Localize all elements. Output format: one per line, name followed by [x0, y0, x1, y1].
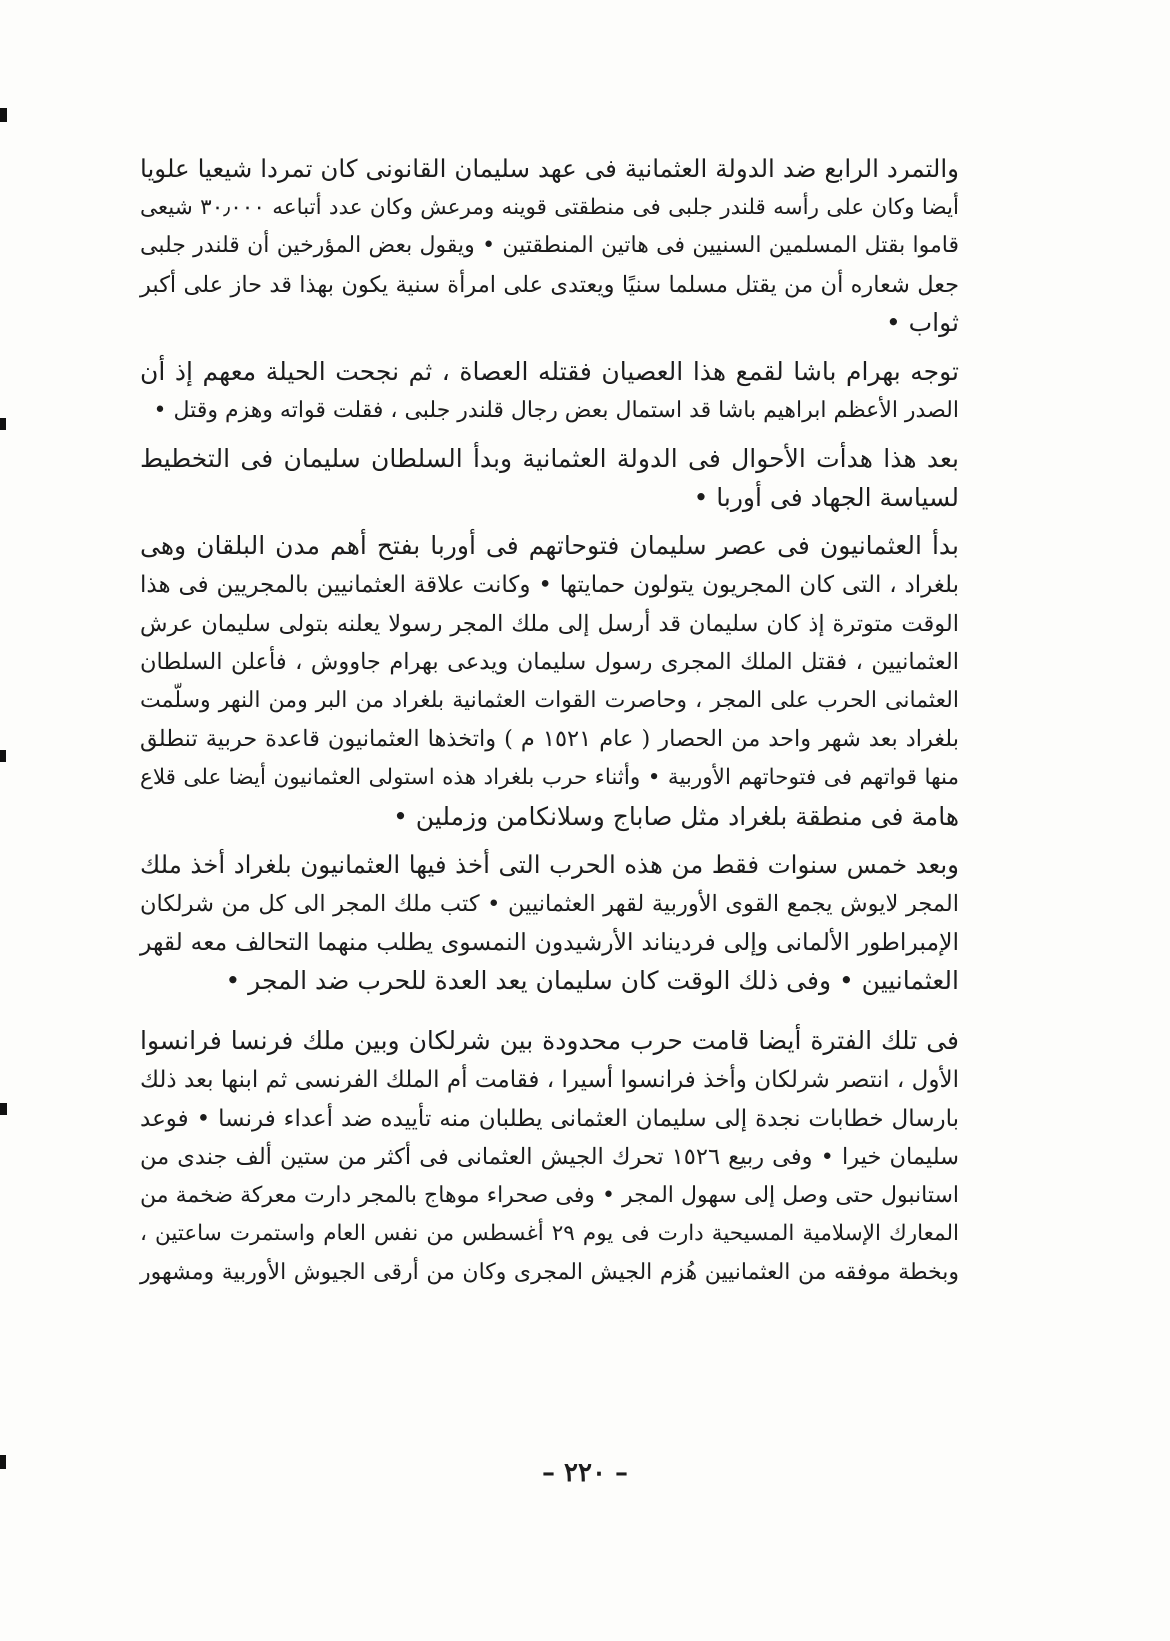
- text-line: الأول ، انتصر شرلكان وأخذ فرانسوا أسيرا ، فقامت أم الملك الفرنسى ثم ابنها بعد ذلك: [140, 1067, 959, 1094]
- text-line: الإمبراطور الألمانى وإلى فرديناند الأرشيدون النمسوى يطلب منهما التحالف معه لقهر: [140, 928, 959, 957]
- page-number: – ٢٢٠ –: [541, 1458, 629, 1488]
- text-line: العثمانيين • وفى ذلك الوقت كان سليمان يعد العدة للحرب ضد المجر •: [225, 965, 959, 995]
- paragraph-3: [140, 440, 995, 517]
- text-line: العثمانى الحرب على المجر ، وحاصرت القوات العثمانية بلغراد من البر ومن النهر وسلّمت: [140, 687, 959, 713]
- text-line: لسياسة الجهاد فى أوربا •: [693, 482, 959, 512]
- paragraph-5: [140, 846, 995, 1000]
- text-line: الصدر الأعظم ابراهيم باشا قد استمال بعض رجال قلندر جلبى ، فقلت قواته وهزم وقتل •: [153, 397, 959, 423]
- scan-edge-mark: [0, 750, 6, 762]
- body-text: [140, 150, 995, 1303]
- text-line: والتمرد الرابع ضد الدولة العثمانية فى عهد سليمان القانونى كان تمردا شيعيا علويا: [140, 154, 959, 183]
- scan-edge-mark: [0, 418, 6, 430]
- text-line: توجه بهرام باشا لقمع هذا العصيان فقتله العصاة ، ثم نجحت الحيلة معهم إذ أن: [140, 356, 959, 386]
- text-line: المجر لايوش يجمع القوى الأوربية لقهر العثمانيين • كتب ملك المجر الى كل من شرلكان: [140, 890, 959, 917]
- text-line: ثواب •: [885, 308, 959, 338]
- text-line: بلغراد ، التى كان المجريون يتولون حمايتها • وكانت علاقة العثمانيين بالمجريين فى هذا: [140, 571, 959, 598]
- text-line: بلغراد بعد شهر واحد من الحصار ( عام ١٥٢١ م ) واتخذها العثمانيون قاعدة حربية تنطلق: [140, 726, 959, 753]
- text-line: فى تلك الفترة أيضا قامت حرب محدودة بين شرلكان وبين ملك فرنسا فرانسوا: [140, 1026, 959, 1056]
- text-line: وبخطة موفقه من العثمانيين هُزم الجيش المجرى وكان من أرقى الجيوش الأوربية ومشهور: [140, 1260, 959, 1286]
- text-line: العثمانيين ، فقتل الملك المجرى رسول سليمان ويدعى بهرام جاووش ، فأعلن السلطان: [140, 649, 959, 676]
- text-line: بعد هذا هدأت الأحوال فى الدولة العثمانية وبدأ السلطان سليمان فى التخطيط: [140, 444, 959, 474]
- paragraph-6: [140, 1022, 995, 1292]
- text-line: المعارك الإسلامية المسيحية دارت فى يوم ٢٩ أغسطس من نفس العام واستمرت ساعتين ،: [140, 1221, 959, 1247]
- paragraph-4: [140, 527, 995, 836]
- text-line: أيضا وكان على رأسه قلندر جلبى فى منطقتى قوينه ومرعش وكان عدد أتباعه ٣٠٫٠٠٠ شيعى: [140, 194, 959, 220]
- text-line: وبعد خمس سنوات فقط من هذه الحرب التى أخذ فيها العثمانيون بلغراد أخذ ملك: [140, 850, 959, 880]
- scan-edge-mark: [0, 1103, 7, 1115]
- text-line: قاموا بقتل المسلمين السنيين فى هاتين المنطقتين • ويقول بعض المؤرخين أن قلندر جلبى: [140, 233, 959, 259]
- text-line: سليمان خيرا • وفى ربيع ١٥٢٦ تحرك الجيش العثمانى فى أكثر من ستين ألف جندى من: [140, 1144, 959, 1171]
- text-line: جعل شعاره أن من يقتل مسلما سنيًا ويعتدى على امرأة سنية يكون بهذا قد حاز على أكبر: [140, 271, 959, 298]
- text-line: منها قواتهم فى فتوحاتهم الأوربية • وأثناء حرب بلغراد هذه استولى العثمانيون أيضا على قلاع: [140, 764, 959, 790]
- text-line: استانبول حتى وصل إلى سهول المجر • وفى صحراء موهاج بالمجر دارت معركة ضخمة من: [140, 1182, 959, 1208]
- text-line: بارسال خطابات نجدة إلى سليمان العثمانى يطلبان منه تأييده ضد أعداء فرنسا • فوعد: [140, 1105, 959, 1132]
- paragraph-2: [140, 353, 995, 430]
- paragraph-1: [140, 150, 995, 343]
- text-line: الوقت متوترة إذ كان سليمان قد أرسل إلى ملك المجر رسولا يعلنه بتولى سليمان عرش: [140, 610, 959, 637]
- text-line: هامة فى منطقة بلغراد مثل صاباج وسلانكامن وزملين •: [393, 801, 959, 831]
- text-line: بدأ العثمانيون فى عصر سليمان فتوحاتهم فى أوربا بفتح أهم مدن البلقان وهى: [140, 531, 959, 561]
- scan-edge-mark: [0, 108, 7, 122]
